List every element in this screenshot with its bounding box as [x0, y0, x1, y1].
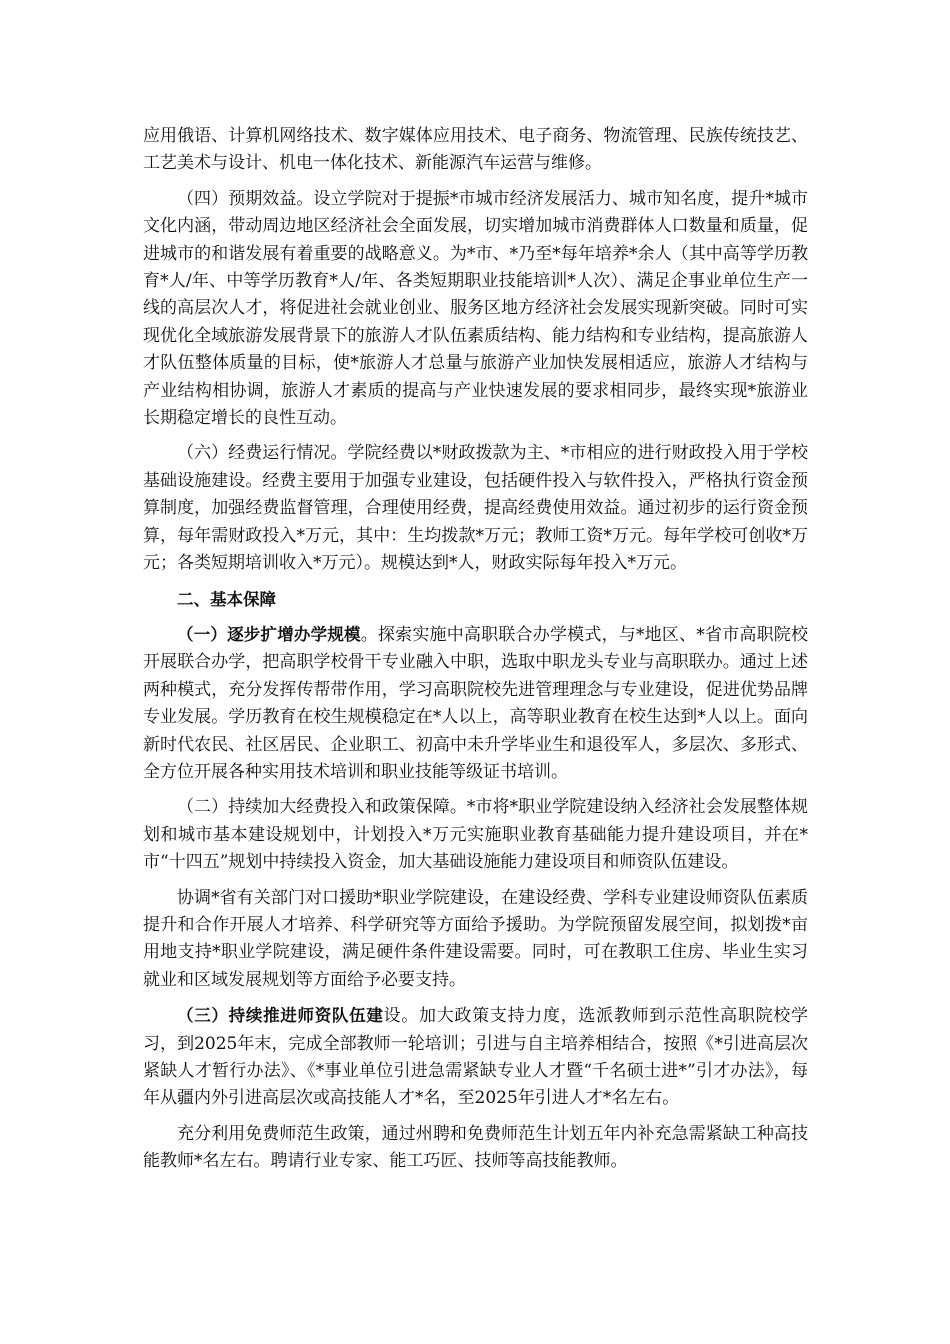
- paragraph-teacher-team: [143, 1002, 808, 1113]
- paragraph-funding-operation: （六）经费运行情况。学院经费以*财政拨款为主、*市相应的进行财政投入用于学校基础设施建设。经费主要用于加强专业建设，包括硬件投入与软件投入，严格执行资金预算制度，加强经费监督管理，合理使用经费，提高经费使用效益。通过初步的运行资金预算，每年需财政投入*万元，其中：生均拨款*万元；教师工资*万元。每年学校可创收*万元；各类短期培训收入*万元）。规模达到*人，财政实际每年投入*万元。: [143, 443, 808, 574]
- section-heading-basic-guarantee: 二、基本保障: [177, 589, 276, 609]
- paragraph-expand-scale: [143, 621, 808, 786]
- paragraph-body-teacher-team: 设。加大政策支持力度，选派教师到示范性高职院校学习，到2025年末，完成全部教师一轮培训；引进与自主培养相结合，按照《*引进高层次紧缺人才暂行办法》、《*事业单位引进急需紧缺专业人才暨“千名硕士进*”引才办法》，每年从疆内外引进高层次或高技能人才*名，至2025年引进人才*名左右。: [143, 1006, 809, 1109]
- paragraph-funding-policy: （二）持续加大经费投入和政策保障。*市将*职业学院建设纳入经济社会发展整体规划和城市基本建设规划中，计划投入*万元实施职业教育基础能力提升建设项目，并在*市“十四五”规划中持续投入资金，加大基础设施能力建设项目和师资队伍建设。: [143, 797, 808, 873]
- paragraph-assistance: 协调*省有关部门对口援助*职业学院建设，在建设经费、学科专业建设师资队伍素质提升和合作开展人才培养、科学研究等方面给予援助。为学院预留发展空间，拟划拨*亩用地支持*职业学院建设，满足硬件条件建设需要。同时，可在教职工住房、毕业生实习就业和区域发展规划等方面给予必要支持。: [143, 887, 808, 990]
- paragraph-normal-students: 充分利用免费师范生政策，通过州聘和免费师范生计划五年内补充急需紧缺工种高技能教师*名左右。聘请行业专家、能工巧匠、技师等高技能教师。: [143, 1123, 808, 1172]
- paragraph-expected-benefits: （四）预期效益。设立学院对于提振*市城市经济发展活力、城市知名度，提升*城市文化内涵，带动周边地区经济社会全面发展，切实增加城市消费群体人口数量和质量，促进城市的和谐发展有着重要的战略意义。为*市、*乃至*每年培养*余人（其中高等学历教育*人/年、中等学历教育*人/年、各类短期职业技能培训*人次）、满足企事业单位生产一线的高层次人才，将促进社会就业创业、服务区地方经济社会发展实现新突破。同时可实现优化全域旅游发展背景下的旅游人才队伍素质结构、能力结构和专业结构，提高旅游人才队伍整体质量的目标，使*旅游人才总量与旅游产业加快发展相适应，旅游人才结构与产业结构相协调，旅游人才素质的提高与产业快速发展的要求相同步，最终实现*旅游业长期稳定增长的良性互动。: [143, 188, 808, 429]
- paragraph-lead-expand-scale: （一）逐步扩增办学规模: [177, 624, 361, 644]
- paragraph-majors-continued: 应用俄语、计算机网络技术、数字媒体应用技术、电子商务、物流管理、民族传统技艺、工艺美术与设计、机电一体化技术、新能源汽车运营与维修。: [143, 126, 808, 174]
- paragraph-body-expand-scale: 。探索实施中高职联合办学模式，与*地区、*省市高职院校开展联合办学，把高职学校骨干专业融入中职，选取中职龙头专业与高职联办。通过上述两种模式，充分发挥传帮带作用，学习高职院校先进管理理念与专业建设，促进优势品牌专业发展。学历教育在校生规模稳定在*人以上，高等职业教育在校生达到*人以上。面向新时代农民、社区居民、企业职工、初高中未升学毕业生和退役军人，多层次、多形式、全方位开展各种实用技术培训和职业技能等级证书培训。: [143, 624, 809, 782]
- paragraph-lead-teacher-team: （三）持续推进师资队伍建: [177, 1006, 384, 1026]
- document-body: [143, 123, 808, 1184]
